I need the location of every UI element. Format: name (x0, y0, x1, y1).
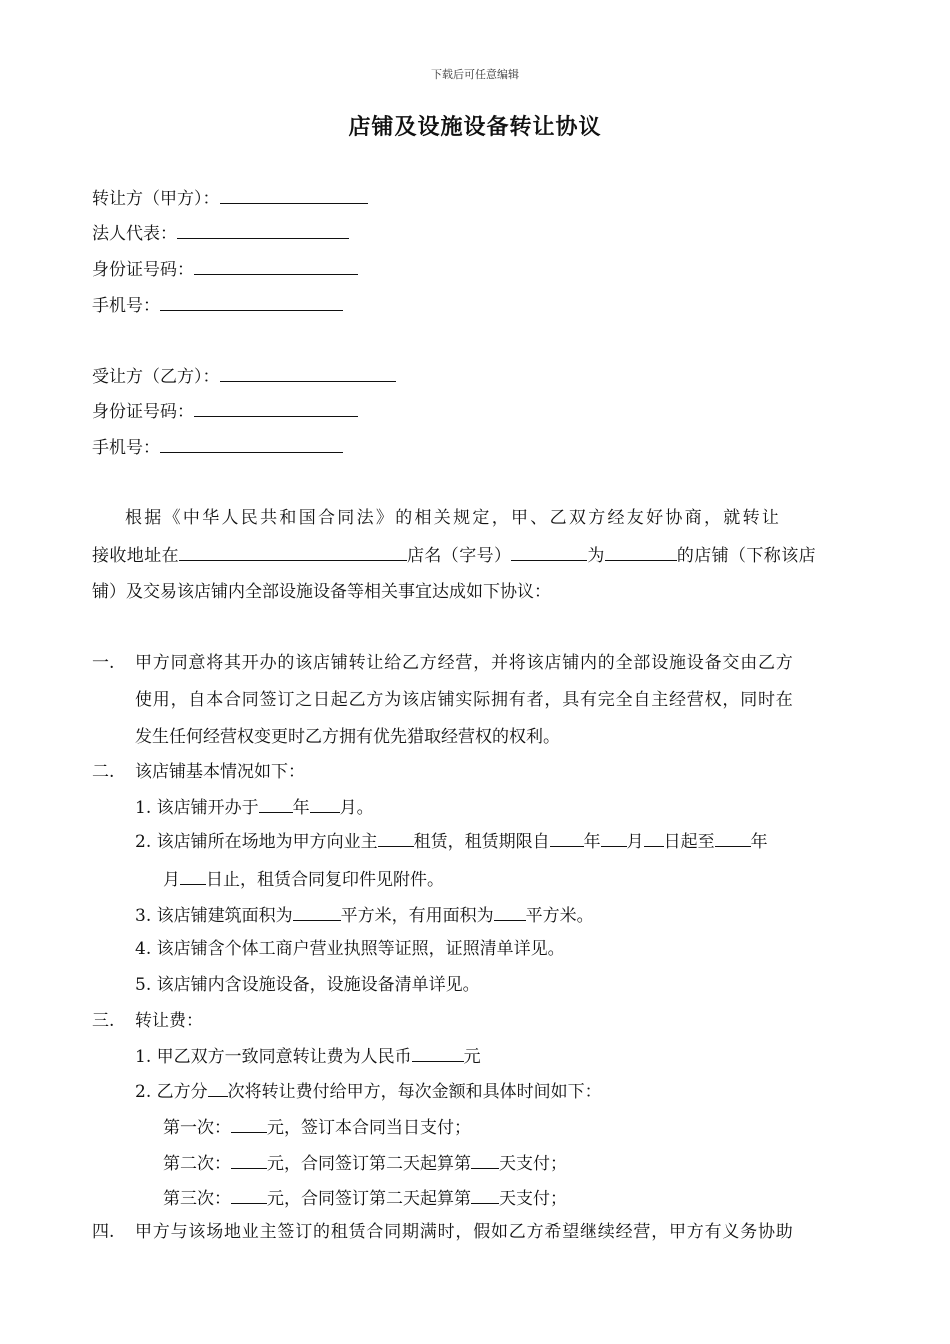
party-b-id-blank[interactable] (194, 398, 358, 417)
intro-line-1: 根据《中华人民共和国合同法》的相关规定，甲、乙双方经友好协商，就转让 (125, 508, 782, 528)
item-text: 月。 (339, 798, 374, 818)
lease-start-month-blank[interactable] (601, 828, 627, 847)
item-text: 日止，租赁合同复印件见附件。 (206, 870, 444, 890)
item-text: 该店铺开办于 (156, 798, 259, 818)
legal-rep-field[interactable] (92, 220, 349, 244)
item-number: 5. (135, 975, 152, 995)
item-text: 年 (750, 832, 768, 852)
clause-2-item-2-cont (163, 866, 444, 890)
intro-line-3: 铺）及交易该店铺内全部设施设备等相关事宜达成如下协议： (92, 582, 551, 602)
address-blank[interactable] (179, 542, 407, 561)
payment-1-amount-blank[interactable] (231, 1114, 267, 1133)
payment-2-amount-blank[interactable] (231, 1150, 267, 1169)
item-number: 4. (135, 939, 152, 959)
item-number: 1. (135, 1047, 152, 1067)
item-number: 2. (135, 832, 152, 852)
item-text: 元 (463, 1047, 481, 1067)
party-a-phone-label: 手机号： (92, 296, 160, 316)
transferee-label: 受让方（乙方）： (92, 367, 220, 387)
item-text: 该店铺建筑面积为 (156, 906, 293, 926)
payment-label: 第二次： (163, 1154, 231, 1174)
party-a-phone-blank[interactable] (160, 292, 343, 311)
item-text: 该店铺含个体工商户营业执照等证照，证照清单详见。 (156, 939, 565, 959)
item-text: 日起至 (663, 832, 715, 852)
payment-2-days-blank[interactable] (471, 1150, 499, 1169)
item-text: 乙方分 (156, 1082, 208, 1102)
building-area-blank[interactable] (293, 902, 341, 921)
clause-2-item-2 (135, 828, 768, 852)
shopname-blank[interactable] (511, 542, 587, 561)
clause-3-item-2 (135, 1078, 602, 1102)
item-text: 甲乙双方一致同意转让费为人民币 (156, 1047, 412, 1067)
lease-start-year-blank[interactable] (550, 828, 584, 847)
item-text: 租赁，租赁期限自 (413, 832, 550, 852)
document-title: 店铺及设施设备转让协议 (348, 114, 602, 140)
payment-text: 天支付； (499, 1154, 567, 1174)
item-text: 年 (583, 832, 601, 852)
payment-3-amount-blank[interactable] (231, 1185, 267, 1204)
party-b-phone-blank[interactable] (160, 434, 343, 453)
payment-text: 元，签订本合同当日支付； (267, 1118, 471, 1138)
item-text: 该店铺所在场地为甲方向业主 (156, 832, 378, 852)
payment-1 (163, 1114, 471, 1138)
clause-3-text: 转让费： (135, 1011, 203, 1031)
party-a-id-field[interactable] (92, 256, 358, 280)
intro-shop-label: 的店铺（下称该店 (676, 546, 817, 566)
open-year-blank[interactable] (259, 794, 293, 813)
item-number: 1. (135, 798, 152, 818)
item-text: 次将转让费付给甲方，每次金额和具体时间如下： (227, 1082, 602, 1102)
clause-1-line-1: 甲方同意将其开办的该店铺转让给乙方经营，并将该店铺内的全部设施设备交由乙方 (135, 653, 794, 673)
clause-1-line-2: 使用，自本合同签订之日起乙方为该店铺实际拥有者，具有完全自主经营权，同时在 (135, 690, 794, 710)
party-a-id-blank[interactable] (194, 256, 358, 275)
payment-label: 第一次： (163, 1118, 231, 1138)
intro-address-label: 接收地址在 (92, 546, 179, 566)
clause-2-number: 二. (92, 762, 115, 782)
clause-4-number: 四. (92, 1222, 115, 1242)
shop-type-blank[interactable] (605, 542, 677, 561)
transferor-field[interactable] (92, 185, 368, 209)
payment-label: 第三次： (163, 1189, 231, 1209)
intro-shopname-label: 店名（字号） (407, 546, 512, 566)
clause-2-item-4 (135, 937, 565, 961)
intro-is-label: 为 (587, 546, 605, 566)
clause-2-item-1 (135, 794, 374, 818)
payment-text: 元，合同签订第二天起算第 (267, 1189, 471, 1209)
item-text: 年 (292, 798, 310, 818)
item-number: 3. (135, 906, 152, 926)
party-b-id-label: 身份证号码： (92, 402, 194, 422)
transferee-blank[interactable] (220, 363, 396, 382)
party-a-phone-field[interactable] (92, 292, 343, 316)
clause-2-item-5 (135, 973, 480, 997)
payment-2 (163, 1150, 567, 1174)
payment-text: 天支付； (499, 1189, 567, 1209)
transfer-fee-blank[interactable] (412, 1043, 464, 1062)
item-text: 月 (163, 870, 180, 890)
item-text: 平方米，有用面积为 (340, 906, 494, 926)
party-a-id-label: 身份证号码： (92, 260, 194, 280)
clause-1-number: 一. (92, 653, 115, 673)
clause-4-line-1: 甲方与该场地业主签订的租赁合同期满时，假如乙方希望继续经营，甲方有义务协助 (135, 1222, 794, 1242)
lease-end-month-blank[interactable] (180, 866, 206, 885)
intro-line-2 (92, 542, 860, 566)
item-text: 平方米。 (525, 906, 594, 926)
party-b-id-field[interactable] (92, 398, 358, 422)
lease-end-year-blank[interactable] (715, 828, 751, 847)
clause-1-line-3: 发生任何经营权变更时乙方拥有优先猎取经营权的权利。 (135, 727, 560, 747)
lease-start-day-blank[interactable] (644, 828, 664, 847)
payment-3 (163, 1185, 567, 1209)
installments-blank[interactable] (208, 1078, 228, 1097)
clause-2-text: 该店铺基本情况如下： (135, 762, 305, 782)
usable-area-blank[interactable] (494, 902, 526, 921)
transferor-label: 转让方（甲方）： (92, 189, 220, 209)
party-b-phone-field[interactable] (92, 434, 343, 458)
transferee-field[interactable] (92, 363, 396, 387)
item-text: 该店铺内含设施设备，设施设备清单详见。 (156, 975, 480, 995)
transferor-blank[interactable] (220, 185, 368, 204)
legal-rep-label: 法人代表： (92, 224, 177, 244)
party-b-phone-label: 手机号： (92, 438, 160, 458)
open-month-blank[interactable] (310, 794, 340, 813)
payment-3-days-blank[interactable] (471, 1185, 499, 1204)
item-number: 2. (135, 1082, 152, 1102)
item-text: 月 (626, 832, 644, 852)
landlord-blank[interactable] (378, 828, 414, 847)
clause-3-number: 三. (92, 1011, 115, 1031)
payment-text: 元，合同签订第二天起算第 (267, 1154, 471, 1174)
clause-2-item-3 (135, 902, 594, 926)
clause-3-item-1 (135, 1043, 481, 1067)
header-note: 下载后可任意编辑 (431, 68, 519, 81)
legal-rep-blank[interactable] (177, 220, 349, 239)
